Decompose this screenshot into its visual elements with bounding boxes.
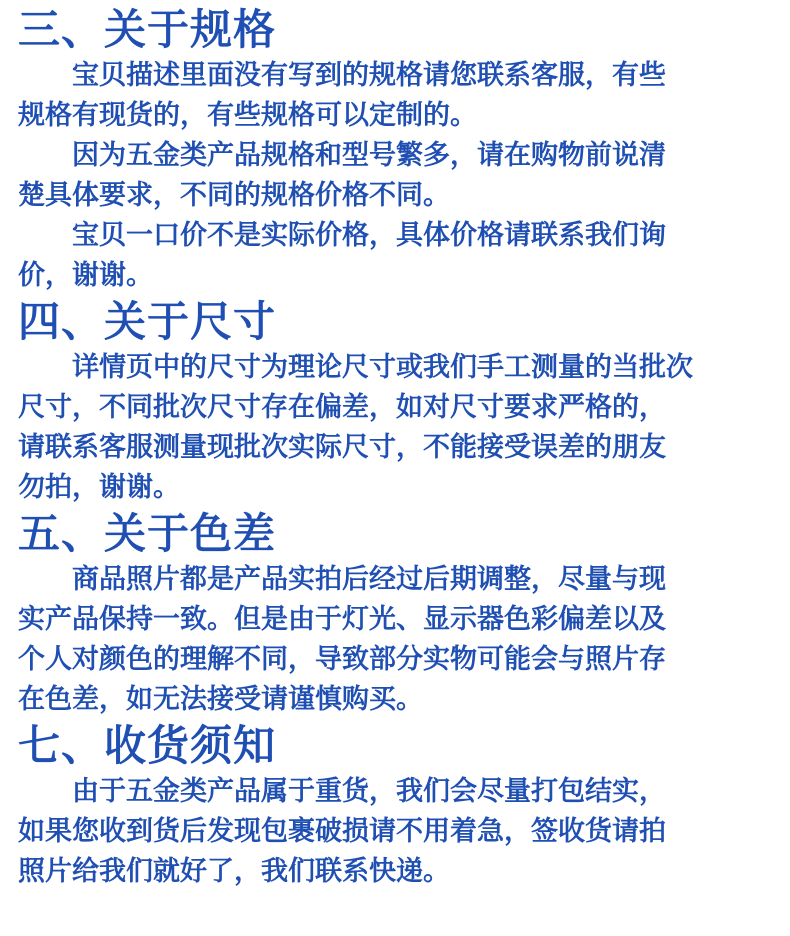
paragraph-line: 商品照片都是产品实拍后经过后期调整，尽量与现	[72, 564, 666, 595]
paragraph-line: 在色差，如无法接受请谨慎购买。	[18, 684, 423, 715]
paragraph-line: 照片给我们就好了，我们联系快递。	[18, 856, 450, 887]
paragraph-line: 宝贝描述里面没有写到的规格请您联系客服，有些	[72, 60, 666, 91]
paragraph	[18, 56, 778, 136]
paragraph-line: 详情页中的尺寸为理论尺寸或我们手工测量的当批次	[72, 352, 693, 383]
paragraph	[18, 772, 778, 892]
paragraph-line: 如果您收到货后发现包裹破损请不用着急，签收货请拍	[18, 816, 666, 847]
section-color-difference	[18, 508, 790, 720]
paragraph	[18, 136, 778, 216]
paragraph-line: 宝贝一口价不是实际价格，具体价格请联系我们询	[72, 220, 666, 251]
paragraph	[18, 348, 778, 508]
section-specifications	[18, 4, 790, 296]
paragraph-line: 尺寸，不同批次尺寸存在偏差，如对尺寸要求严格的，	[18, 392, 666, 423]
paragraph-line: 规格有现货的，有些规格可以定制的。	[18, 100, 477, 131]
paragraph	[18, 216, 778, 296]
paragraph-line: 楚具体要求，不同的规格价格不同。	[18, 180, 450, 211]
paragraph-line: 请联系客服测量现批次实际尺寸，不能接受误差的朋友	[18, 432, 666, 463]
paragraph-line: 由于五金类产品属于重货，我们会尽量打包结实，	[72, 776, 666, 807]
paragraph-line: 个人对颜色的理解不同，导致部分实物可能会与照片存	[18, 644, 666, 675]
paragraph-line: 实产品保持一致。但是由于灯光、显示器色彩偏差以及	[18, 604, 666, 635]
paragraph-line: 勿拍，谢谢。	[18, 472, 180, 503]
paragraph-line: 因为五金类产品规格和型号繁多，请在购物前说清	[72, 140, 666, 171]
section-heading: 五、关于色差	[18, 509, 277, 558]
paragraph-line: 价，谢谢。	[18, 260, 153, 291]
section-receiving-notice	[18, 720, 790, 892]
paragraph	[18, 560, 778, 720]
section-heading: 七、收货须知	[18, 721, 277, 770]
section-dimensions	[18, 296, 790, 508]
section-heading: 三、关于规格	[18, 5, 277, 54]
section-heading: 四、关于尺寸	[18, 297, 277, 346]
